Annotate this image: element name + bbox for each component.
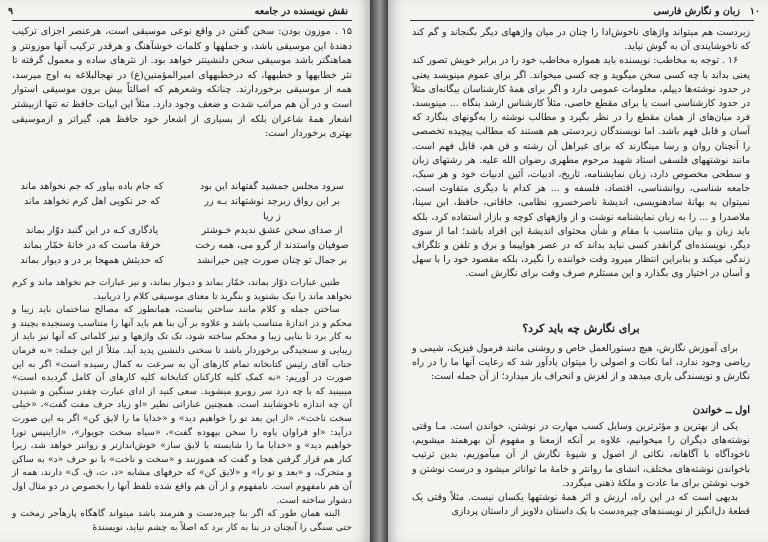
left-header-rule — [12, 20, 352, 21]
right-page — [388, 0, 768, 542]
poem-line — [12, 210, 352, 225]
section-16-paragraph: ۱۶ . توجه به مخاطب: نویسنده باید همواره مخاطب خود را در برابر خویش تصور کند یعنی بداند با چه کسی سخن میگوید و چه کسی میخواند. اگر برای عموم مینویسد یعنی در حدود نوشته‌ها دیپلم، معلومات عمومی دارد و اگر برای همهٔ کارشناسان بیگانه‌ای مثلاً در حدود کارشناسی است یا برای مقطع خاصی، مثلاً کارشناس ارشد بنگاه ... مینویسد، فرد میان‌های از همان مقطع را در نظر بگیرد و مطالب نوشته را به‌گونهای بنگارد که آسان و قابل فهم باشد. اما نویسندگان زبردستی هم هستند که مطالب پیچیده تخصصی را آنچنان روان و رسا مینگارند که برای غیراهل آن رشته و فن هم، قابل فهم است. مانند نوشتههای فلسفی استاد شهید مرحوم مطهری رضوان الله علیه. هر رشتهای زبان و سطحی مخصوص دارد، زبان نمایشنامه، تاریخ، ادبیات، آئین ادبیات خود و هر سبک، جامعه شناسی، روانشناسی، اقتصاد، فلسفه و ... هر کدام با دیگری متفاوت است. نمیتوان به بهانهٔ سادهنویسی، اندیشهٔ ناصرخسرو، نظامی، خاقانی، حافظ، ابن سینا، ملاصدرا و ... را به زبان نمایشنامه نوشت و از واژههای کوچه و بازار استفاده کرد، بلکه باید زبان و بیان متناسب با مقام و شأن محتوای اندیشهٔ این افراد باشد؛ اما از سوی دیگر، نویسنده‌ای گرانقدر کسی نباید بداند که در عصر هواپیما و برق و تلفن و تلگراف زندگی میکند و بنابراین انتظار میرود وقت خواننده را نگیرد، بلکه مقصود خود را با سهل و آسان در اختیار وی بگذارد و این مستلزم صرف وقت برای نگارش است. — [412, 55, 750, 280]
paragraph: البته همان طور که اگر بنا چیره‌دست و هنرمند باشد میتواند گاهگاه پارهآجر زمخت و حتی سنگی را آنچنان در بنا به کار برد که اصلاً به چشم نیاید، نویسندهٔ — [12, 508, 352, 533]
paragraph: بدیهی است که در این راه، ارزش و اثر همهٔ نوشتهها یکسان نیست. مثلاً وقتی یک قطعهٔ دل‌انگیز از نویسندهای چیره‌دست با یک داستان دلاویز از داستان پردازی — [412, 492, 750, 518]
left-page — [0, 0, 370, 542]
hemistich-left: که حدیثش همهجا بر در و دیوار بماند — [20, 254, 164, 266]
right-top-text — [412, 26, 750, 282]
paragraph: زبردست هم میتواند واژهای ناخوش‌ادا را چنان در میان واژههای دیگر بگنجاند و گم کند که ناخوشایندی آن به گوش نیاید. — [412, 27, 750, 53]
section-15-paragraph: ۱۵ . موزون بودن: سخن گفتن در واقع نوعی موسیقی است، هرعنصر اجزای ترکیب دهندهٔ این موسیقی باشد، و جملهها و کلمات خوشآهنگ و هرقدر ترکیب آنها موزونتر و هماهنگتر باشد موسیقی سخن دلنشینتر خواهد بود. از نثرهای ساده و معمول گرفته تا نثر خطابهها و خطبهها، که درخطبههای امیرالمؤمنین(ع) در نهجالبلاغه به اوج میرسد، همه از موسیقی برخوردارند. چنانکه وشعرهم که اصالتاً بیش برون موسیقی استوار است و در آن هم مراتب شدت و ضعف وجود دارد. مثلاً این ابیات حافظ نه تنها ازبیشتر اشعار همهٔ شاعران بلکه از بسیاری از اشعار خود حافظ هم، گیراتر و ازموسیقی بهتری برخوردار است: — [12, 26, 352, 140]
poem-line — [12, 239, 352, 254]
paragraph: طنین عبارات دوّار بماند، خمّار بماند و دیـوار بماند، و نیز عبارات جم نخواهد ماند و کرم نخواهد ماند را نیک بشنوید و بنگرید تا معنای موسیقی کلام را دریابید. — [12, 277, 352, 302]
hemistich-right: صوفیان واستدند از گرو می، همه رخت — [195, 240, 349, 252]
poem-line — [12, 254, 352, 269]
right-bottom-text — [412, 420, 750, 519]
hemistich-right: بر جمال تو چنان صورت چین حیرانشد — [197, 254, 347, 266]
poem-block — [12, 180, 352, 269]
right-page-number: ۱۰ — [749, 6, 760, 17]
hemistich-left: یادگاری کـه در این گنبد دوّار بماند — [25, 225, 159, 237]
paragraph: برای آموزش نگارش، هیچ دستورالعمل خاص و روشنی مانند فرمول فیزیک، شیمی و ریاضی وجود ندارد، اما نکات و اصولی را میتوان یادآور شد که رعایت آنها ما را در راه نگارش و نویسندگی یاری میدهد و از لغزش و انحراف باز میدارد؛ از آن جمله است: — [412, 343, 750, 383]
paragraph: ساختن جمله و کلام مانند ساختن بناست، همانطور که مصالح ساختمان باید زیبا و محکم و در اندازهٔ متناسب باشد و علاوه بر آن بنا هم باید آنها را متناسب وسنجیده بچیند و به کار برد تا بنایی زیبا و محکم ساخته شود، تک تک واژهها و نیز کلماتی که آنها نیز باید از زیبایی و سنجیدگی برخوردار باشد تا سخنی دلنشین پدید آید. مثلاً از این جمله: «به فرمان جناب آقای رئیس کتابخانه تمام کارهای آن به سرعت به کمال رسیده است» اگر به این صورت در آوریم: «به کمک کلیه کارکنان کتابخانه کلیه کارهای آن کامل گردیده است» میبینید که با چه درد سر روبرو میشوید. سعی کنید از ادای عبارت چقدر سنگین و شنیدن آن چه اندازه ناخوشایند است. همچنین عباراتی نظیر «او زیاد حرف مفت گفت»، «خیلی سخت ناخت»، «از این بعد تو را خواهیم دید» و «خدایا ما را لایق کن» اگر به این صورت درآید: «او فراوان یاوه را سخن بیهوده گفت»، «سیاه سخت جویوار»، «ازاینپس تورا خواهیم دید» و «خدایا ما را شایسته یا لایق ساز» خوش‌اندازتر و روانتر خواهد شد، زیرا کنار هم قرار گرفتن هجا و گفت که هموزنند و «سخت و ناخت» با نو حرف «د» به ساکن و متحرک، و «بعد و تو را» و «لایق کن» که حرفهای مشابه «د، ت، ق، ک» دارند، همه از آن هم نامفهوم است. نامفهوم و از آن هم واقع شده تلفظ آنها را بخصوص در دو مثال اول دشوار ساخته است. — [12, 304, 352, 506]
right-page-header-title: زبان و نگارش فارسی — [653, 6, 740, 17]
hemistich-left: خرقهٔ ماست که در خانهٔ خمّار بماند — [23, 240, 161, 252]
poem-line — [12, 195, 352, 210]
left-body-text — [12, 276, 352, 534]
hemistich-right: ز ریا — [263, 210, 281, 222]
hemistich-right: سرود مجلس جمشید گفتهاند این بود — [199, 181, 345, 192]
hemistich-left — [12, 210, 172, 225]
left-page-header-title: نقش نویسنده در جامعه — [254, 6, 348, 17]
left-page-number: ۹ — [8, 6, 14, 17]
poem-line — [12, 180, 352, 195]
poem-line — [12, 224, 352, 239]
hemistich-left: که جام باده بیاور که جم نخواهد ماند — [20, 181, 164, 192]
paragraph: یکی از بهترین و مؤثرترین وسایل کسب مهارت در نوشتن، خواندن است. مـا وقتی نوشته‌های دیگران را میخوانیم، علاوه بر آنکه ازمعنا و مفهوم آن بهرهمند میشویم، ناخودآگاه با آگاهانه، نکاتی از اصول و شیوهٔ نگارش از آن میآموزیم، بدین ترتیب باخواندن نوشته‌های مختلف، انشای ما روانتر و خامهٔ ما تواناتر میشود و درست نوشتن و خوب نوشتن برای ما عادت و ملکهٔ ذهنی میگردد. — [412, 421, 750, 489]
hemistich-left: که جز نکویی اهل کرم نخواهد ماند — [24, 195, 160, 207]
hemistich-right: بر این رواق زبرجد نوشتهاند بـه زر — [204, 195, 340, 207]
left-intro-text — [12, 25, 352, 142]
right-middle-text — [412, 342, 750, 385]
book-gutter — [370, 0, 388, 542]
subheading-reading: اول ــ خواندن — [692, 405, 750, 416]
section-heading: برای نگارش چه باید کرد؟ — [522, 322, 640, 335]
hemistich-right: از صدای سخن عشق ندیدم خـوشتر — [201, 225, 343, 237]
right-header-rule — [410, 20, 754, 21]
